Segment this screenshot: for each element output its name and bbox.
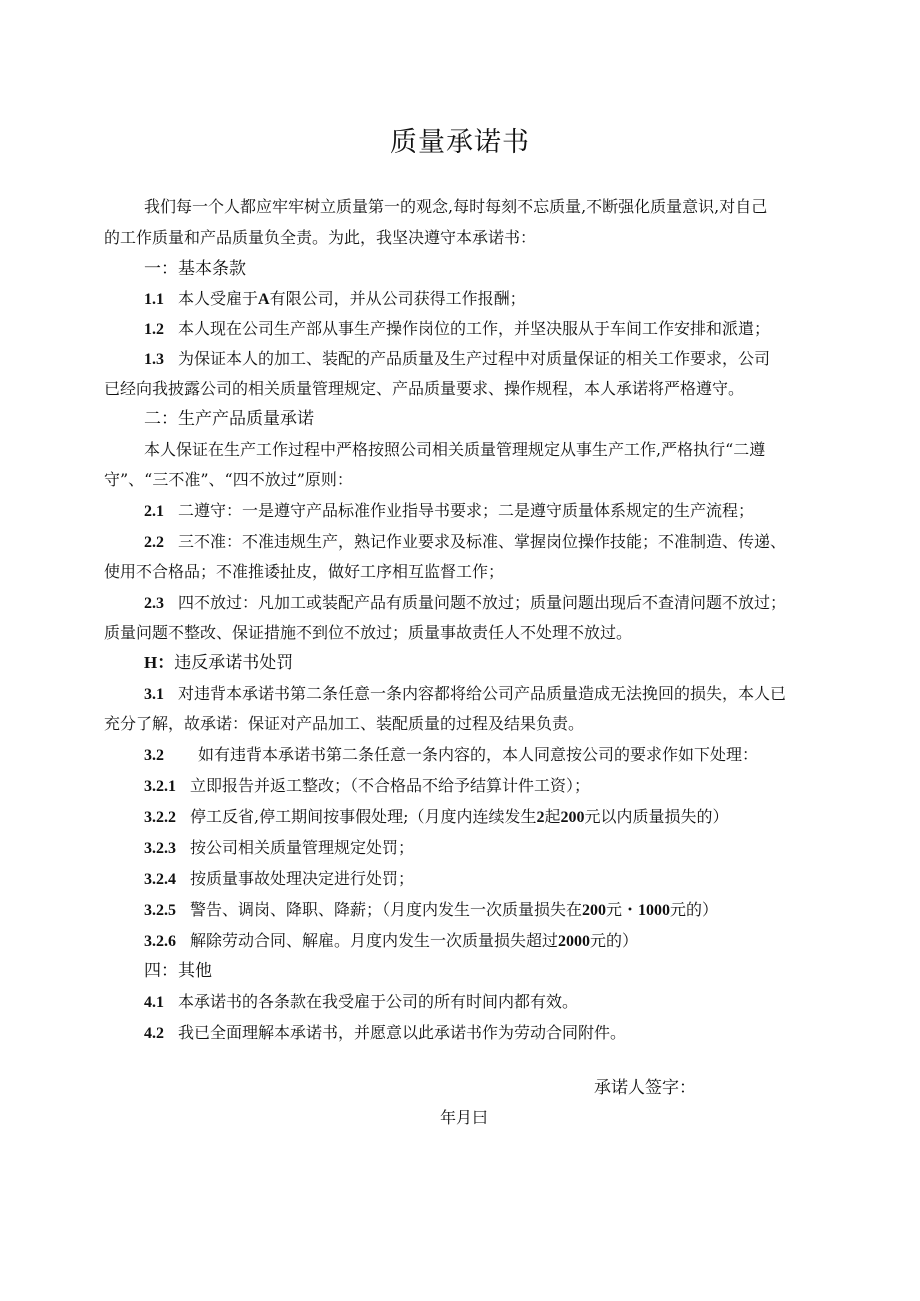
clause-text: 二遵守：一是遵守产品标准作业指导书要求；二是遵守质量体系规定的生产流程； xyxy=(178,501,755,520)
count-value: 2 xyxy=(536,809,545,826)
clause-4-2 xyxy=(144,1022,626,1045)
clause-text: 如有违背本承诺书第二条任意一条内容的，本人同意按公司的要求作如下处理： xyxy=(198,745,759,764)
section2-heading: 二：生产产品质量承诺 xyxy=(144,409,314,429)
clause-2-2-cont: 使用不合格品；不准推诿扯皮，做好工序相互监督工作； xyxy=(104,562,505,581)
clause-text: 本承诺书的各条款在我受雇于公司的所有时间内都有效。 xyxy=(178,992,579,1011)
clause-number: 1.1 xyxy=(144,291,164,308)
clause-number: 3.2.3 xyxy=(144,840,176,857)
clause-text: 停工反省,停工期间按事假处理;（月度内连续发生 xyxy=(190,807,537,826)
clause-3-2 xyxy=(144,744,758,767)
clause-1-3 xyxy=(144,348,770,371)
clause-number: 1.2 xyxy=(144,321,164,338)
clause-text: 为保证本人的加工、装配的产品质量及生产过程中对质量保证的相关工作要求，公司 xyxy=(178,349,771,368)
section1-heading: 一：基本条款 xyxy=(144,259,246,279)
clause-text: 本人受雇于 xyxy=(178,289,259,308)
clause-3-1-cont: 充分了解，故承诺：保证对产品加工、装配质量的过程及结果负责。 xyxy=(104,714,585,733)
clause-3-2-3 xyxy=(144,837,414,860)
clause-2-3-cont: 质量问题不整改、保证措施不到位不放过；质量事故责任人不处理不放过。 xyxy=(104,623,633,642)
clause-text: 立即报告并返工整改；（不合格品不给予结算计件工资）； xyxy=(190,776,591,795)
clause-text: 警告、调岗、降职、降薪；（月度内发生一次质量损失在 xyxy=(190,900,583,919)
clause-3-2-4 xyxy=(144,868,414,891)
clause-text: 四不放过：凡加工或装配产品有质量问题不放过；质量问题出现后不查清问题不放过； xyxy=(178,593,787,612)
clause-4-1 xyxy=(144,991,578,1014)
clause-3-1 xyxy=(144,683,786,706)
clause-text: 我已全面理解本承诺书，并愿意以此承诺书作为劳动合同附件。 xyxy=(178,1023,627,1042)
clause-1-1 xyxy=(144,288,526,311)
intro-line-1: 我们每一个人都应牢牢树立质量第一的观念,每时每刻不忘质量,不断强化质量意识,对自己 xyxy=(144,197,768,216)
clause-text: 对违背本承诺书第二条任意一条内容都将给公司产品质量造成无法挽回的损失，本人已 xyxy=(178,684,787,703)
clause-text: 按公司相关质量管理规定处罚； xyxy=(190,838,415,857)
clause-number: 1.3 xyxy=(144,351,164,368)
clause-number: 3.2.5 xyxy=(144,902,176,919)
clause-text: 三不准：不准违规生产，熟记作业要求及标准、掌握岗位操作技能；不准制造、传递、 xyxy=(178,532,787,551)
intro-line-2: 的工作质量和产品质量负全责。为此，我坚决遵守本承诺书： xyxy=(104,228,537,247)
clause-2-3 xyxy=(144,592,786,615)
clause-number: 2.2 xyxy=(144,534,164,551)
clause-text: 起 xyxy=(544,807,561,826)
clause-number: 3.1 xyxy=(144,686,164,703)
clause-number: 3.2.2 xyxy=(144,809,176,826)
amount-value: 2000 xyxy=(558,933,591,950)
clause-number: 2.1 xyxy=(144,503,164,520)
section3-heading xyxy=(144,652,293,674)
clause-text: 解除劳动合同、解雇。月度内发生一次质量损失超过 xyxy=(190,931,559,950)
clause-text: 元以内质量损失的） xyxy=(584,807,729,826)
clause-number: 3.2.4 xyxy=(144,871,176,888)
clause-2-2 xyxy=(144,531,786,554)
clause-number: 2.3 xyxy=(144,595,164,612)
section2-intro-line-1: 本人保证在生产工作过程中严格按照公司相关质量管理规定从事生产工作,严格执行“二遵 xyxy=(144,440,766,459)
clause-number: 4.2 xyxy=(144,1025,164,1042)
amount-value: 200 xyxy=(560,809,585,826)
clause-3-2-2 xyxy=(144,806,729,829)
clause-text: 元的） xyxy=(670,900,719,919)
amount-value: 200 xyxy=(582,902,607,919)
signature-label: 承诺人签字： xyxy=(594,1078,696,1098)
clause-text: 按质量事故处理决定进行处罚； xyxy=(190,869,415,888)
clause-number: 3.2 xyxy=(144,747,164,764)
clause-text: 有限公司，并从公司获得工作报酬； xyxy=(269,289,526,308)
section3-heading-number: H： xyxy=(144,653,175,672)
document-title: 质量承诺书 xyxy=(390,127,530,158)
clause-number: 3.2.1 xyxy=(144,778,176,795)
clause-2-1 xyxy=(144,500,754,523)
clause-number: 3.2.6 xyxy=(144,933,176,950)
clause-text: 元・ xyxy=(606,900,639,919)
clause-3-2-6 xyxy=(144,930,638,953)
clause-1-2 xyxy=(144,318,770,341)
clause-1-3-cont: 已经向我披露公司的相关质量管理规定、产品质量要求、操作规程，本人承诺将严格遵守。 xyxy=(104,379,745,398)
section4-heading: 四：其他 xyxy=(144,961,212,981)
section3-heading-text: 违反承诺书处罚 xyxy=(174,653,294,673)
amount-value: 1000 xyxy=(638,902,671,919)
clause-text: 本人现在公司生产部从事生产操作岗位的工作，并坚决服从于车间工作安排和派遣； xyxy=(178,319,771,338)
company-letter: A xyxy=(258,291,270,308)
clause-3-2-5 xyxy=(144,899,718,922)
signature-date: 年月曰 xyxy=(440,1108,489,1127)
clause-text: 元的） xyxy=(590,931,639,950)
section2-intro-line-2: 守”、“三不准”、“四不放过”原则： xyxy=(104,470,353,489)
clause-3-2-1 xyxy=(144,775,590,798)
clause-number: 4.1 xyxy=(144,994,164,1011)
